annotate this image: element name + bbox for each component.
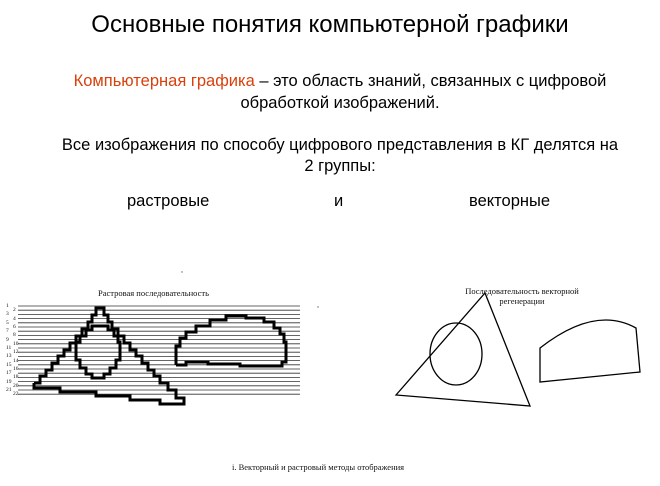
row-number: 6 [13, 324, 16, 330]
stray-dot [181, 271, 182, 272]
row-number: 14 [13, 357, 19, 364]
groups-line1: Все изображения по способу цифрового представления в КГ делятся на [61, 136, 619, 154]
groups-line2: 2 группы: [304, 157, 376, 175]
group-label-raster: растровые [127, 192, 210, 210]
slide-title: Основные понятия компьютерной графики [91, 11, 569, 38]
row-number: 2 [13, 307, 16, 314]
definition-text [40, 70, 640, 114]
vector-circle [430, 323, 482, 385]
row-number: 15 [6, 361, 12, 368]
group-label-vector: векторные [469, 192, 551, 210]
vector-segment [540, 320, 640, 382]
row-number: 18 [13, 374, 19, 381]
raster-caption: Растровая последовательность [98, 288, 209, 298]
row-number: 19 [6, 378, 12, 385]
row-number: 16 [13, 366, 19, 372]
group-label-conjunction: и [334, 192, 344, 210]
row-number: 20 [13, 382, 19, 389]
row-number: 13 [6, 353, 12, 360]
row-number: 11 [6, 345, 12, 351]
stray-dot [317, 306, 318, 307]
vector-caption [452, 286, 592, 306]
raster-vector-figure [0, 270, 660, 486]
row-number: 9 [6, 336, 9, 343]
row-number: 12 [13, 349, 19, 356]
row-number: 17 [6, 370, 12, 377]
raster-segment [176, 316, 286, 366]
row-number: 10 [13, 340, 19, 347]
row-number: 5 [6, 319, 9, 326]
bottom-caption: і. Векторный и растровый методы отображения [232, 462, 405, 472]
definition-rest: – это область знаний, связанных с цифровой [254, 72, 607, 90]
definition-line2: обработкой изображений. [240, 94, 440, 112]
groups-text [20, 135, 660, 177]
row-number: 3 [6, 311, 9, 318]
vector-caption-line1: Последовательность векторной [465, 286, 579, 296]
row-number: 22 [13, 391, 19, 398]
vector-caption-line2: регенерации [499, 296, 545, 306]
definition-term: Компьютерная графика [73, 72, 255, 90]
row-number: 4 [13, 315, 16, 322]
row-number: 21 [6, 387, 12, 393]
row-number: 8 [13, 332, 16, 339]
row-number: 1 [6, 303, 9, 309]
row-number: 7 [6, 328, 9, 335]
vector-triangle [396, 293, 530, 406]
